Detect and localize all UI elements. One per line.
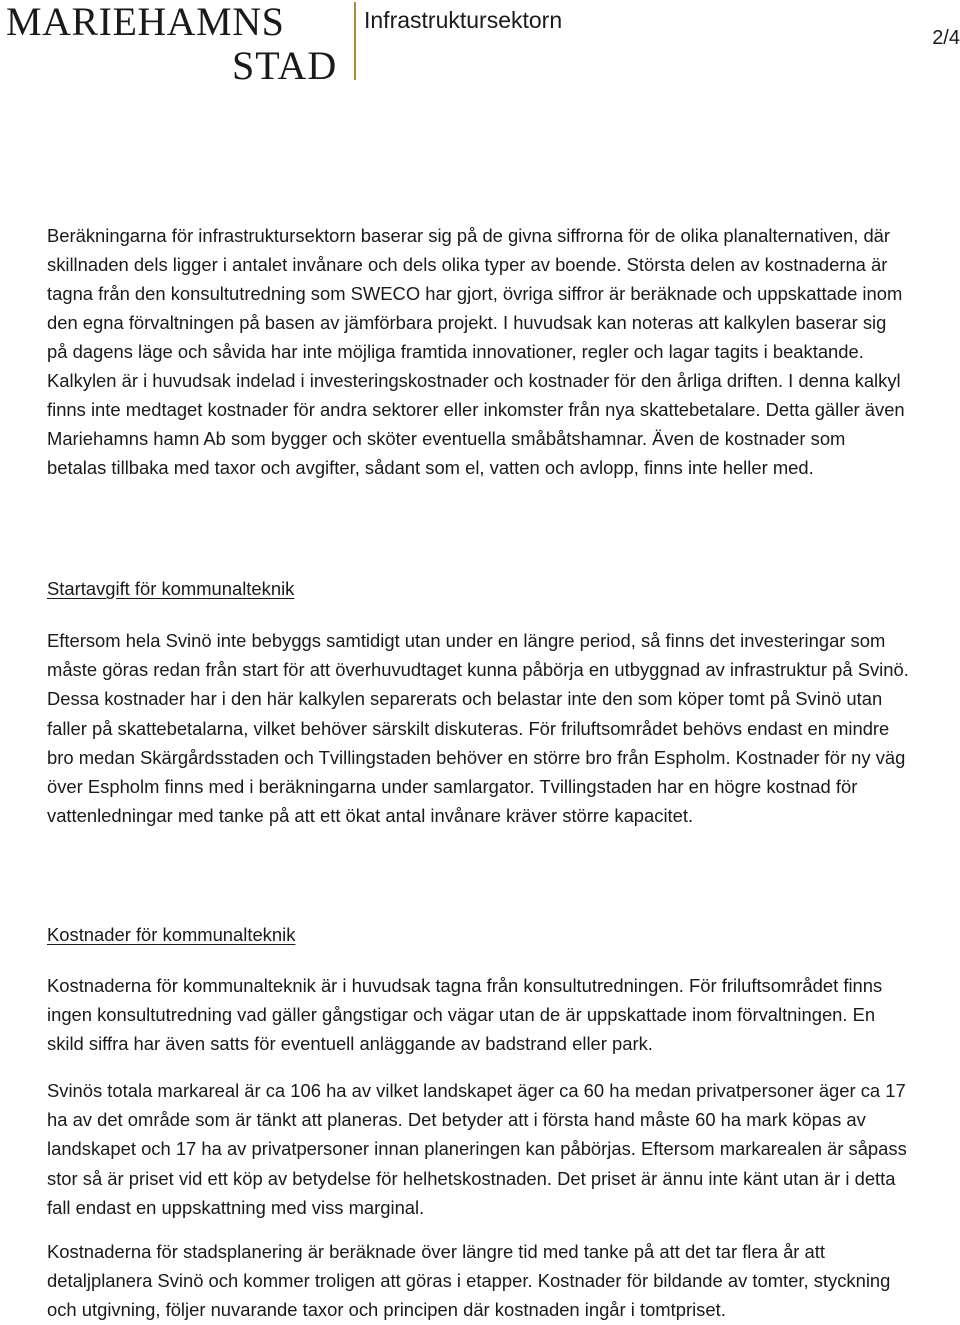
header-divider (354, 2, 356, 80)
kostnader-paragraph-1: Kostnaderna för kommunalteknik är i huvudsak tagna från konsultutredningen. För friluftsområdet finns ingen konsultutredning vad gäller gångstigar och vägar utan de är uppskattade inom förvaltningen. En skild siffra har även satts för eventuell anläggande av badstrand eller park. (47, 975, 883, 1055)
mariehamns-stad-logo (6, 0, 351, 88)
kostnader-paragraph-3: Kostnaderna för stadsplanering är beräknade över längre tid med tanke på att det tar flera år att detaljplanera Svinö och kommer troligen att göras i etapper. Kostnader för bildande av tomter, styckning och utgivning, följer nuvarande taxor och principen där kostnaden ingår i tomtpriset. (47, 1241, 891, 1321)
kostnader-paragraph-2: Svinös totala markareal är ca 106 ha av vilket landskapet äger ca 60 ha medan privatpersoner äger ca 17 ha av det område som är tänkt att planeras. Det betyder att i första hand måste 60 ha mark köpas av landskapet och 17 ha av privatpersoner innan planeringen kan påbörjas. Eftersom markarealen är såpass stor så är priset vid ett köp av betydelse för helhetskostnaden. Det priset är ännu inte känt utan är i detta fall endast en uppskattning med viss marginal. (47, 1080, 907, 1218)
startavgift-paragraph: Eftersom hela Svinö inte bebyggs samtidigt utan under en längre period, så finns det investeringar som måste göras redan från start för att överhuvudtaget kunna påbörja en utbyggnad av infrastruktur på Svinö. Dessa kostnader har i den här kalkylen separerats och belastar inte den som köper tomt på Svinö utan faller på skattebetalarna, vilket behöver särskilt diskuteras. För friluftsområdet behövs endast en mindre bro medan Skärgårdsstaden och Tvillingstaden behöver en större bro från Espholm. Kostnader för ny väg över Espholm finns med i beräkningarna under samlargator. Tvillingstaden har en högre kostnad för vattenledningar med tanke på att ett ökat antal invånare kräver större kapacitet. (47, 630, 909, 827)
section-heading-kostnader: Kostnader för kommunalteknik (47, 924, 296, 945)
section-heading-startavgift: Startavgift för kommunalteknik (47, 578, 295, 599)
intro-paragraph: Beräkningarna för infrastruktursektorn baserar sig på de givna siffrorna för de olika planalternativen, där skillnaden dels ligger i antalet invånare och dels olika typer av boende. Största delen av kostnaderna är tagna från den konsultutredning som SWECO har gjort, övriga siffror är beräknade och uppskattade inom den egna förvaltningen på basen av jämförbara projekt. I huvudsak kan noteras att kalkylen baserar sig på dagens läge och såvida har inte möjliga framtida innovationer, regler och lagar tagits i beaktande. Kalkylen är i huvudsak indelad i investeringskostnader och kostnader för den årliga driften. I denna kalkyl finns inte medtaget kostnader för andra sektorer eller inkomster från nya skattebetalare. Detta gäller även Mariehamns hamn Ab som bygger och sköter eventuella småbåtshamnar. Även de kostnader som betalas tillbaka med taxor och avgifter, sådant som el, vatten och avlopp, finns inte heller med. (47, 225, 905, 478)
page-header (0, 0, 960, 90)
logo-line-2: STAD (232, 43, 338, 88)
sector-title: Infrastruktursektorn (364, 7, 563, 33)
logo-line-1: MARIEHAMNS (6, 0, 285, 44)
page-number: 2/4 (932, 27, 960, 49)
